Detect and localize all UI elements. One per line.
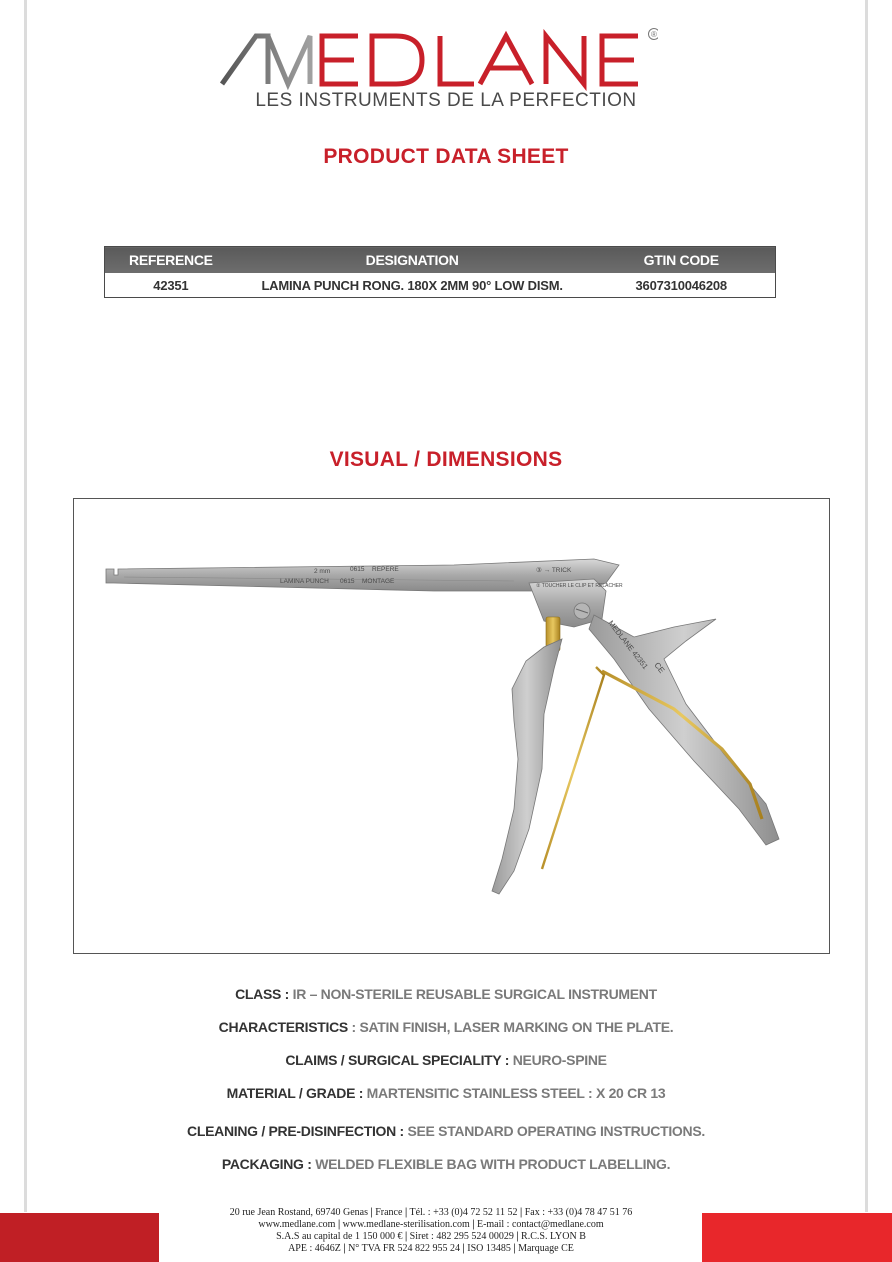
instrument-illustration	[74, 499, 831, 955]
footer-address: 20 rue Jean Rostand, 69740 Genas	[229, 1207, 369, 1218]
logo-wordmark	[218, 26, 658, 96]
engraving-size: 2 mm	[314, 568, 331, 575]
logo-wordmark-graphic	[218, 26, 658, 96]
engraving-code-bottom: 0615	[340, 578, 355, 585]
product-table	[104, 246, 776, 298]
engraving-repere: REPERE	[372, 566, 399, 573]
registered-mark: ®	[651, 30, 657, 39]
footer-website: www.medlane.com	[258, 1219, 336, 1230]
footer-vat: N° TVA FR 524 822 955 24	[348, 1243, 461, 1254]
spec-class	[0, 986, 892, 1002]
header-gtin: GTIN CODE	[587, 247, 775, 274]
spec-cleaning	[0, 1123, 892, 1139]
spec-key: MATERIAL / GRADE :	[226, 1085, 364, 1101]
cell-gtin: 3607310046208	[635, 277, 727, 293]
spec-packaging	[0, 1156, 892, 1172]
footer-line-web: www.medlane.com | www.medlane-sterilisation.com | E-mail : contact@medlane.com	[258, 1219, 604, 1230]
footer-red-bar-left	[0, 1213, 159, 1262]
spec-key: CLEANING / PRE-DISINFECTION :	[187, 1123, 404, 1139]
spec-value: : SATIN FINISH, LASER MARKING ON THE PLATE.	[347, 1019, 674, 1035]
spec-characteristics	[0, 1019, 892, 1035]
engraving-code-top: 0615	[350, 566, 365, 573]
footer-ce-marking: Marquage CE	[518, 1243, 574, 1254]
footer-phone: Tél. : +33 (0)4 72 52 11 52	[409, 1207, 518, 1218]
spec-value: NEURO-SPINE	[509, 1052, 607, 1068]
footer-rcs: R.C.S. LYON B	[521, 1231, 586, 1242]
table-header-row	[105, 247, 776, 274]
header-reference: REFERENCE	[105, 247, 237, 274]
footer-line-company: S.A.S au capital de 1 150 000 € | Siret : 482 295 524 00029 | R.C.S. LYON B	[276, 1231, 586, 1242]
spec-material	[0, 1085, 892, 1101]
table-row	[105, 273, 776, 298]
product-visual-frame	[73, 498, 830, 954]
spec-key: CHARACTERISTICS	[218, 1019, 348, 1035]
engraving-montage: MONTAGE	[362, 578, 395, 585]
engraving-step3: ③ → TRICK	[536, 567, 572, 574]
spec-key: CLASS :	[235, 986, 290, 1002]
spec-claims	[0, 1052, 892, 1068]
page-title: PRODUCT DATA SHEET	[323, 145, 569, 168]
footer-line-address: 20 rue Jean Rostand, 69740 Genas | France | Tél. : +33 (0)4 72 52 11 52 | Fax : +33 (0)4 78 47 51 76	[229, 1207, 633, 1218]
cell-reference: 42351	[153, 277, 189, 293]
engraving-brand-ref: MEDLANE 42351	[606, 618, 650, 671]
engraving-name: LAMINA PUNCH	[280, 578, 329, 585]
spec-value: MARTENSITIC STAINLESS STEEL : X 20 CR 13	[363, 1085, 666, 1101]
footer-country: France	[375, 1207, 403, 1218]
footer-iso: ISO 13485	[467, 1243, 511, 1254]
visual-section-title: VISUAL / DIMENSIONS	[329, 448, 563, 471]
footer-fax: Fax : +33 (0)4 78 47 51 76	[524, 1207, 633, 1218]
footer-contact-info	[180, 1207, 682, 1255]
spec-key: CLAIMS / SURGICAL SPECIALITY :	[285, 1052, 510, 1068]
engraving-step2: ② TOUCHER LE CLIP ET RELACHER	[536, 583, 623, 589]
footer-line-registration: APE : 4646Z | N° TVA FR 524 822 955 24 | ISO 13485 | Marquage CE	[288, 1243, 574, 1254]
footer-red-bar-right	[702, 1213, 892, 1262]
spec-value: IR – NON-STERILE REUSABLE SURGICAL INSTRUMENT	[289, 986, 657, 1002]
header-designation: DESIGNATION	[237, 247, 588, 274]
spec-value: WELDED FLEXIBLE BAG WITH PRODUCT LABELLING.	[311, 1156, 671, 1172]
footer-capital: S.A.S au capital de 1 150 000 €	[276, 1231, 403, 1242]
footer-website-sterilisation: www.medlane-sterilisation.com	[342, 1219, 470, 1230]
footer-ape: APE : 4646Z	[288, 1243, 341, 1254]
brand-tagline: LES INSTRUMENTS DE LA PERFECTION	[255, 90, 637, 111]
engraving-ce: CE	[652, 660, 667, 675]
footer-email: E-mail : contact@medlane.com	[476, 1219, 604, 1230]
footer-siret: Siret : 482 295 524 00029	[409, 1231, 514, 1242]
cell-designation: LAMINA PUNCH RONG. 180X 2MM 90° LOW DISM.	[261, 277, 563, 293]
spec-value: SEE STANDARD OPERATING INSTRUCTIONS.	[403, 1123, 705, 1139]
spec-key: PACKAGING :	[221, 1156, 312, 1172]
